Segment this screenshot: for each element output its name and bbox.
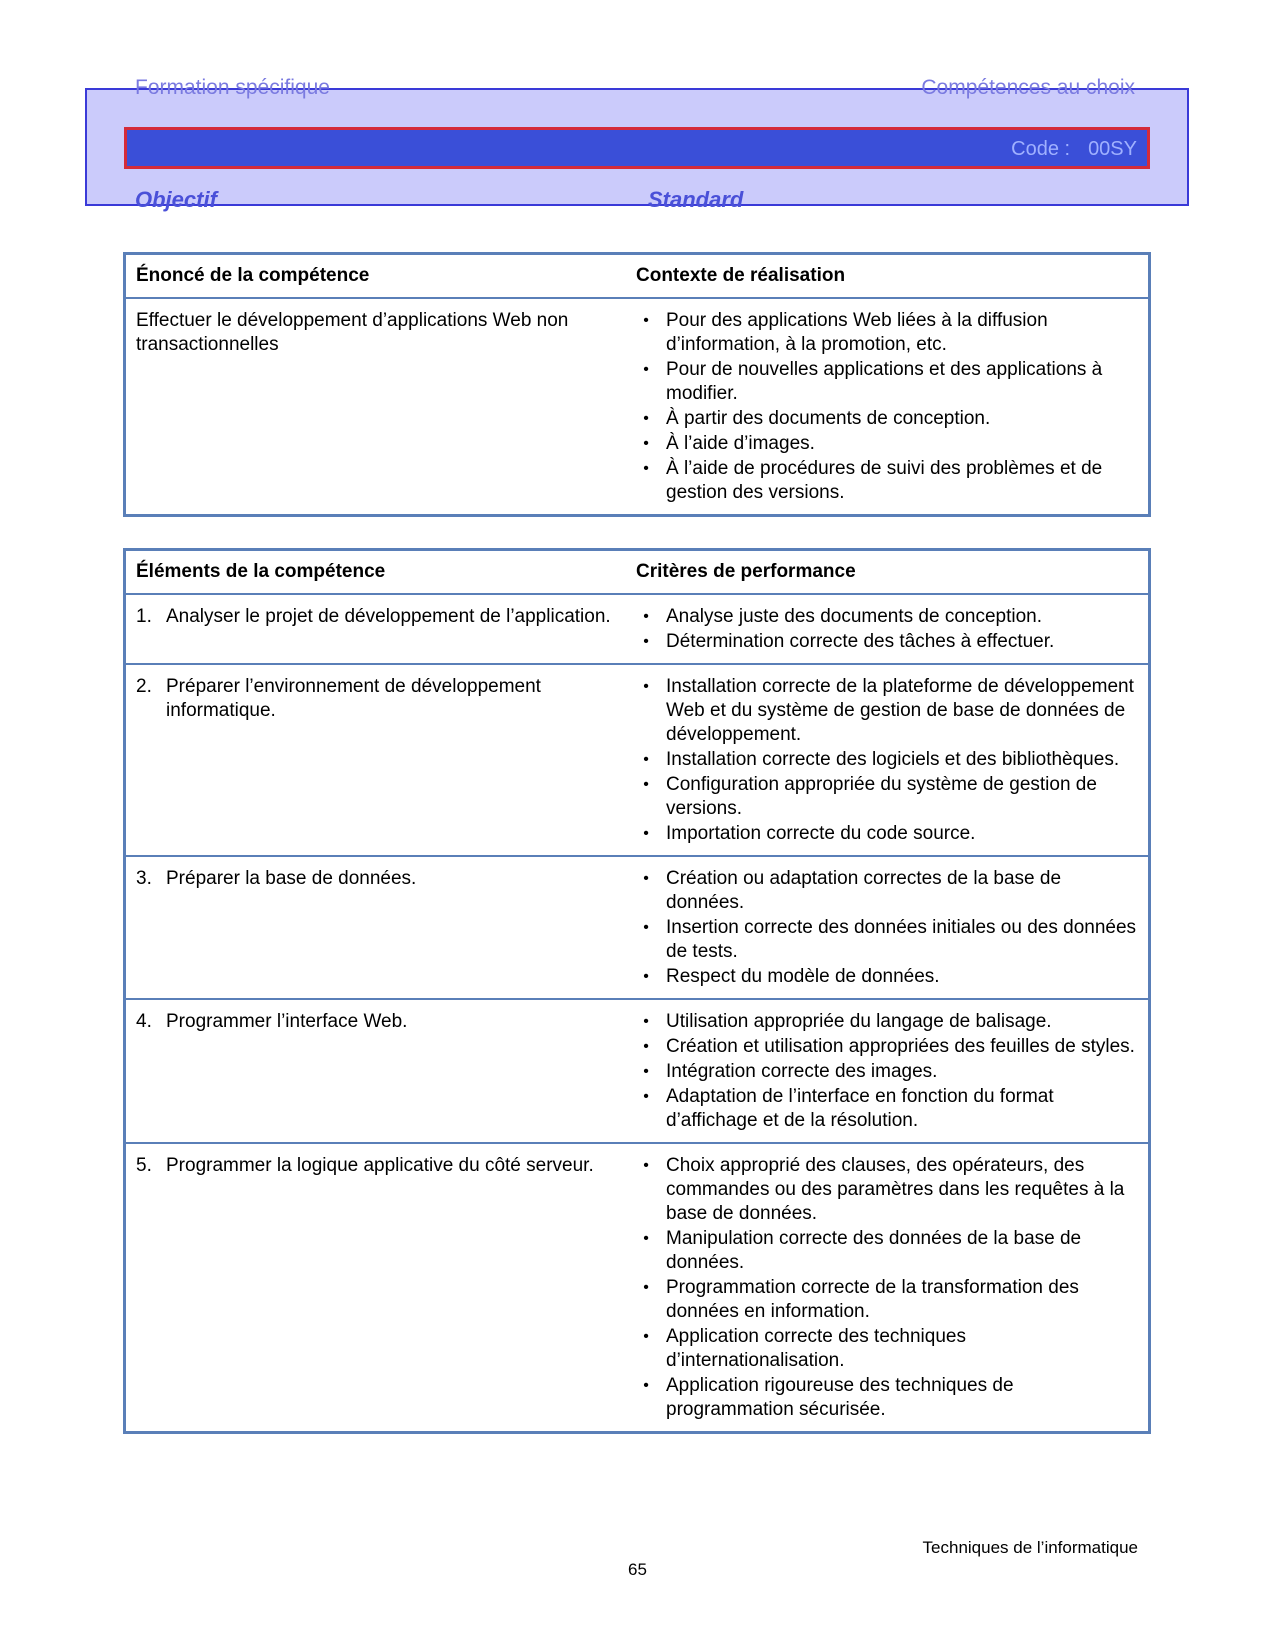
context-item (636, 432, 1148, 456)
objectif-heading: Objectif (135, 187, 217, 212)
criteria-list (636, 1154, 1148, 1422)
statement-header: Énoncé de la compétence (136, 265, 370, 286)
code-value: 00SY (1088, 138, 1137, 160)
table-row (126, 1000, 1148, 1144)
criteria-list (636, 867, 1148, 989)
criterion-item (636, 630, 1148, 654)
bullet-icon: • (643, 1063, 649, 1080)
context-text: À l’aide d’images. (666, 433, 815, 454)
competency-elements-table (123, 548, 1151, 1434)
element-cell (126, 675, 636, 847)
element-number: 5. (136, 1155, 152, 1176)
criterion-item (636, 916, 1148, 964)
criterion-item (636, 1374, 1148, 1422)
criteria-header: Critères de performance (636, 561, 856, 582)
context-text: À l’aide de procédures de suivi des problèmes et de gestion des versions. (666, 458, 1103, 503)
criterion-item (636, 1035, 1148, 1059)
table-row (126, 1144, 1148, 1431)
criterion-text: Configuration appropriée du système de gestion de versions. (666, 774, 1097, 819)
criterion-text: Installation correcte des logiciels et des bibliothèques. (666, 749, 1120, 770)
footer-program-name: Techniques de l’informatique (922, 1538, 1138, 1557)
element-text: Préparer l’environnement de développement informatique. (166, 676, 541, 721)
criterion-item (636, 773, 1148, 821)
page-number: 65 (628, 1560, 647, 1579)
criterion-text: Détermination correcte des tâches à effectuer. (666, 631, 1055, 652)
table-row (126, 299, 1148, 514)
context-item (636, 309, 1148, 357)
element-number: 3. (136, 868, 152, 889)
bullet-icon: • (643, 825, 649, 842)
criterion-text: Installation correcte de la plateforme de développement Web et du système de gestion de base de données de développement. (666, 676, 1134, 745)
criterion-text: Manipulation correcte des données de la base de données. (666, 1228, 1082, 1273)
criteria-list (636, 605, 1148, 654)
criterion-item (636, 965, 1148, 989)
bullet-icon: • (643, 1279, 649, 1296)
context-header: Contexte de réalisation (636, 265, 846, 286)
table-row (126, 595, 1148, 665)
code-label: Code : (1011, 138, 1071, 160)
criterion-text: Insertion correcte des données initiales ou des données de tests. (666, 917, 1137, 962)
criterion-text: Utilisation appropriée du langage de balisage. (666, 1011, 1052, 1032)
criteria-cell (636, 605, 1148, 655)
bullet-icon: • (643, 919, 649, 936)
competency-statement-table (123, 252, 1151, 517)
element-number: 4. (136, 1011, 152, 1032)
criterion-text: Application rigoureuse des techniques de programmation sécurisée. (666, 1375, 1014, 1420)
statement-cell (126, 309, 636, 506)
criterion-item (636, 1276, 1148, 1324)
element-text: Préparer la base de données. (166, 868, 417, 889)
context-text: Pour de nouvelles applications et des applications à modifier. (666, 359, 1103, 404)
header-category-label: Compétences au choix (921, 76, 1135, 99)
criterion-text: Adaptation de l’interface en fonction du format d’affichage et de la résolution. (666, 1086, 1054, 1131)
standard-heading: Standard (648, 187, 744, 212)
table-header (126, 255, 1148, 299)
criterion-text: Création et utilisation appropriées des feuilles de styles. (666, 1036, 1135, 1057)
criteria-list (636, 1010, 1148, 1133)
context-cell (636, 309, 1148, 506)
context-list (636, 309, 1148, 505)
criterion-item (636, 1154, 1148, 1226)
competency-statement: Effectuer le développement d’applications Web non transactionnelles (136, 310, 569, 355)
header-section-label: Formation spécifique (135, 76, 330, 99)
criteria-cell (636, 1154, 1148, 1423)
criterion-text: Création ou adaptation correctes de la base de données. (666, 868, 1062, 913)
bullet-icon: • (643, 1230, 649, 1247)
criterion-item (636, 822, 1148, 846)
bullet-icon: • (643, 633, 649, 650)
bullet-icon: • (643, 776, 649, 793)
context-text: Pour des applications Web liées à la diffusion d’information, à la promotion, etc. (666, 310, 1048, 355)
element-text: Programmer l’interface Web. (166, 1011, 408, 1032)
criteria-list (636, 675, 1148, 846)
element-cell (126, 867, 636, 990)
bullet-icon: • (643, 361, 649, 378)
element-cell (126, 605, 636, 655)
criterion-item (636, 1325, 1148, 1373)
criterion-item (636, 1227, 1148, 1275)
criterion-text: Importation correcte du code source. (666, 823, 976, 844)
bullet-icon: • (643, 1328, 649, 1345)
element-text: Analyser le projet de développement de l’application. (166, 606, 611, 627)
criterion-text: Programmation correcte de la transformation des données en information. (666, 1277, 1079, 1322)
criterion-text: Analyse juste des documents de conception. (666, 606, 1043, 627)
context-item (636, 457, 1148, 505)
criterion-item (636, 1010, 1148, 1034)
bullet-icon: • (643, 312, 649, 329)
criterion-text: Respect du modèle de données. (666, 966, 940, 987)
elements-body (126, 595, 1148, 1431)
code-bar (124, 127, 1150, 169)
criterion-item (636, 675, 1148, 747)
bullet-icon: • (643, 1013, 649, 1030)
criterion-item (636, 1060, 1148, 1084)
context-text: À partir des documents de conception. (666, 408, 991, 429)
context-item (636, 407, 1148, 431)
criterion-text: Intégration correcte des images. (666, 1061, 938, 1082)
criterion-item (636, 867, 1148, 915)
criterion-item (636, 1085, 1148, 1133)
criteria-cell (636, 675, 1148, 847)
table-row (126, 665, 1148, 857)
bullet-icon: • (643, 1038, 649, 1055)
bullet-icon: • (643, 460, 649, 477)
criteria-cell (636, 1010, 1148, 1134)
bullet-icon: • (643, 1088, 649, 1105)
bullet-icon: • (643, 968, 649, 985)
bullet-icon: • (643, 435, 649, 452)
criterion-item (636, 605, 1148, 629)
element-number: 1. (136, 606, 152, 627)
bullet-icon: • (643, 608, 649, 625)
bullet-icon: • (643, 678, 649, 695)
elements-header: Éléments de la compétence (136, 561, 386, 582)
table-row (126, 857, 1148, 1000)
criteria-cell (636, 867, 1148, 990)
criterion-text: Choix approprié des clauses, des opérateurs, des commandes ou des paramètres dans les requêtes à la base de données. (666, 1155, 1125, 1224)
bullet-icon: • (643, 1377, 649, 1394)
competency-code (1011, 138, 1137, 161)
element-cell (126, 1010, 636, 1134)
bullet-icon: • (643, 410, 649, 427)
criterion-item (636, 748, 1148, 772)
context-item (636, 358, 1148, 406)
bullet-icon: • (643, 751, 649, 768)
bullet-icon: • (643, 1157, 649, 1174)
element-number: 2. (136, 676, 152, 697)
criterion-text: Application correcte des techniques d’internationalisation. (666, 1326, 966, 1371)
element-cell (126, 1154, 636, 1423)
bullet-icon: • (643, 870, 649, 887)
element-text: Programmer la logique applicative du côté serveur. (166, 1155, 594, 1176)
table-header (126, 551, 1148, 595)
